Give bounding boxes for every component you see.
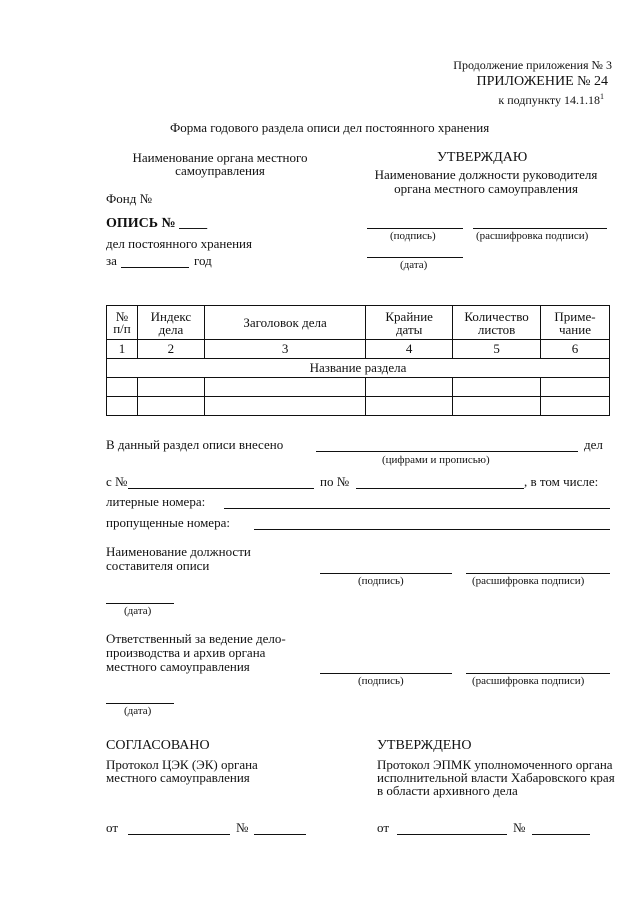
empty-cell [137, 397, 204, 416]
letter-numbers-line [224, 508, 610, 509]
empty-cell [107, 378, 138, 397]
header-cell: Количество листов [453, 306, 541, 340]
approved-protocol: Протокол ЭПМК уполномоченного органа исполнительной власти Хабаровского края в области архивного дела [377, 757, 615, 798]
empty-cell [204, 378, 365, 397]
number-cell: 1 [107, 340, 138, 359]
empty-cell [366, 397, 453, 416]
fond-label: Фонд № [106, 191, 152, 206]
responsible-signature-caption: (подпись) [358, 675, 404, 687]
number-cell: 4 [366, 340, 453, 359]
header-cell: Заголовок дела [204, 306, 365, 340]
responsible-position: Ответственный за ведение дело-производства и архив органа местного самоуправления [106, 631, 286, 674]
missed-numbers-line [254, 529, 610, 530]
section-name-row [107, 359, 610, 378]
approved-date-line [397, 834, 507, 835]
responsible-decoding-caption: (расшифровка подписи) [472, 675, 585, 687]
summary-count-line [316, 451, 578, 452]
empty-cell [541, 378, 610, 397]
empty-cell [541, 397, 610, 416]
approve-position: Наименование должности руководителя органа местного самоуправления [374, 167, 598, 196]
empty-cell [107, 397, 138, 416]
approve-date-line [367, 257, 463, 258]
year-prefix: за [106, 253, 117, 268]
summary-words-hint: (цифрами и прописью) [382, 454, 490, 466]
from-number-line [128, 488, 314, 489]
header-cell: Индекс дела [137, 306, 204, 340]
approve-signature-caption: (подпись) [390, 230, 436, 242]
header-cell: Приме-чание [541, 306, 610, 340]
missed-numbers-label: пропущенные номера: [106, 515, 230, 530]
header-cell: № п/п [107, 306, 138, 340]
compiler-decoding-line [466, 573, 610, 574]
letter-numbers-label: литерные номера: [106, 494, 206, 509]
responsible-date-caption: (дата) [124, 705, 152, 717]
approved-title: УТВЕРЖДЕНО [377, 738, 472, 753]
summary-cases: дел [584, 437, 603, 452]
table-header-row [107, 306, 610, 340]
empty-cell [366, 378, 453, 397]
compiler-position: Наименование должности составителя описи [106, 544, 251, 573]
compiler-date-caption: (дата) [124, 605, 152, 617]
number-cell: 3 [204, 340, 365, 359]
number-cell: 6 [541, 340, 610, 359]
responsible-date-line [106, 703, 174, 704]
agreed-protocol: Протокол ЦЭК (ЭК) органа местного самоуправления [106, 757, 258, 785]
agreed-date-line [128, 834, 230, 835]
header-cell: Крайние даты [366, 306, 453, 340]
from-number-label: с № [106, 474, 128, 489]
to-number-label: по № [320, 474, 350, 489]
agreed-from-label: от [106, 820, 119, 835]
compiler-signature-caption: (подпись) [358, 575, 404, 587]
empty-cell [453, 378, 541, 397]
table-row [107, 378, 610, 397]
summary-entered: В данный раздел описи внесено [106, 437, 284, 452]
approve-title: УТВЕРЖДАЮ [437, 150, 528, 165]
form-title: Форма годового раздела описи дел постоянного хранения [170, 120, 490, 135]
agreed-number-line [254, 834, 306, 835]
approved-from-label: от [377, 820, 390, 835]
compiler-signature-line [320, 573, 452, 574]
to-number-line [356, 488, 524, 489]
approve-date-caption: (дата) [400, 259, 428, 271]
footnote-mark: 1 [600, 92, 604, 101]
responsible-signature-line [320, 673, 452, 674]
empty-cell [204, 397, 365, 416]
including-label: , в том числе: [524, 474, 599, 489]
subclause-note [498, 92, 604, 108]
agreed-title: СОГЛАСОВАНО [106, 738, 210, 753]
agreed-number-label: № [236, 820, 249, 835]
empty-cell [453, 397, 541, 416]
continuation-note: Продолжение приложения № 3 [453, 58, 612, 72]
inventory-number: ОПИСЬ № ____ [106, 216, 208, 231]
appendix-title: ПРИЛОЖЕНИЕ № 24 [476, 74, 608, 89]
number-cell: 5 [453, 340, 541, 359]
responsible-decoding-line [466, 673, 610, 674]
approve-decoding-line [473, 228, 607, 229]
empty-cell [137, 378, 204, 397]
table-number-row [107, 340, 610, 359]
table-row [107, 397, 610, 416]
approved-number-label: № [513, 820, 526, 835]
year-suffix: год [194, 253, 212, 268]
org-name: Наименование органа местного самоуправления [132, 150, 308, 178]
section-name-cell: Название раздела [107, 359, 610, 378]
subclause-text: к подпункту 14.1.18 [498, 93, 600, 107]
compiler-date-line [106, 603, 174, 604]
inventory-table [106, 305, 610, 416]
approve-decoding-caption: (расшифровка подписи) [476, 230, 589, 242]
approved-number-line [532, 834, 590, 835]
number-cell: 2 [137, 340, 204, 359]
approve-signature-line [367, 228, 463, 229]
compiler-decoding-caption: (расшифровка подписи) [472, 575, 585, 587]
year-line [121, 267, 189, 268]
storage-label: дел постоянного хранения [106, 236, 252, 251]
